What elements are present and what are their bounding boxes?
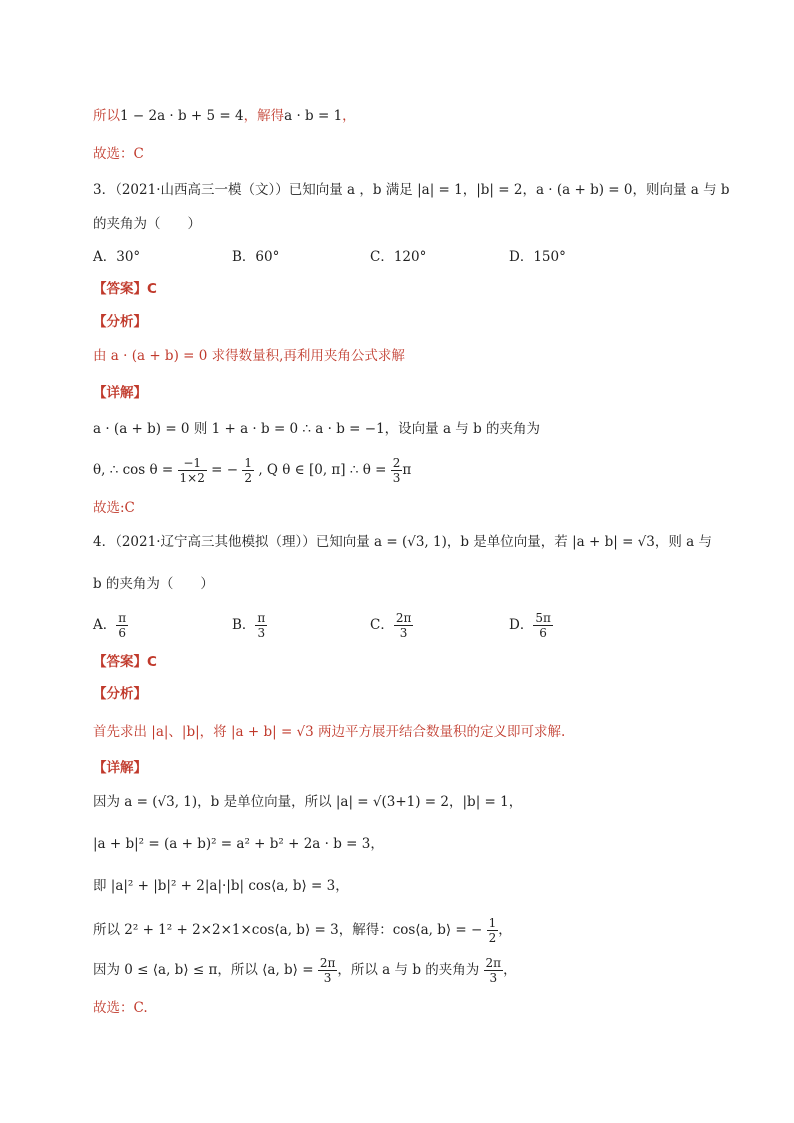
q3-detail-tag: 【详解】 (93, 385, 147, 401)
numerator: 5π (535, 611, 551, 625)
answer-tag: 【答案】 (93, 281, 147, 297)
q3-analysis-text: 由 a · (a + b) = 0 求得数量积,再利用夹角公式求解 (93, 348, 405, 364)
denominator: 1×2 (179, 471, 205, 485)
numerator: 1 (244, 456, 253, 470)
q3-detail-line2 (93, 455, 411, 485)
denominator: 3 (399, 626, 408, 640)
numerator: π (118, 611, 127, 625)
q4-detail-line4 (93, 915, 512, 945)
fraction (318, 956, 338, 985)
fraction (484, 956, 504, 985)
denominator: 6 (539, 626, 547, 640)
numerator: π (257, 611, 266, 625)
text: 因为 0 ≤ ⟨a, b⟩ ≤ π，所以 ⟨a, b⟩ = (93, 962, 314, 978)
option-label: D． (509, 617, 534, 633)
q4-answer (93, 652, 157, 672)
numerator: 2π (395, 611, 412, 625)
fraction (394, 611, 414, 640)
q3-analysis-tag: 【分析】 (93, 314, 147, 330)
fraction (255, 611, 267, 640)
denominator: 6 (118, 626, 127, 640)
denominator: 2 (488, 931, 497, 945)
denominator: 3 (323, 971, 332, 985)
answer-tag: 【答案】 (93, 654, 147, 670)
q4-detail-line1: 因为 a = (√3, 1)，b 是单位向量，所以 |a| = √(3+1) = 2，|b| = 1， (93, 794, 523, 810)
q4-conclusion: 故选：C. (93, 1000, 148, 1016)
q4-detail-tag: 【详解】 (93, 760, 147, 776)
text: , Q θ ∈ [0, π] ∴ θ = (258, 462, 387, 478)
q4-detail-line3: 即 |a|² + |b|² + 2|a|·|b| cos⟨a, b⟩ = 3， (93, 878, 349, 894)
option-label: C． (370, 617, 394, 633)
numerator: 2 (392, 456, 401, 470)
numerator: 1 (488, 916, 497, 930)
fraction (487, 916, 499, 945)
q4-analysis-tag: 【分析】 (93, 686, 147, 702)
fraction (533, 611, 553, 640)
denominator: 2 (244, 471, 253, 485)
q3-option-b: B．60° (232, 249, 280, 265)
q4-option-a (93, 610, 128, 640)
answer-value: C (147, 281, 157, 297)
equation: 1 − 2a · b + 5 = 4 (120, 108, 244, 124)
q4-option-c (370, 610, 413, 640)
q4-option-b (232, 610, 267, 640)
text: = − (211, 462, 239, 478)
continuation-line (93, 106, 356, 126)
q4-option-d (509, 610, 553, 640)
q4-detail-line5 (93, 955, 517, 985)
denominator: 3 (489, 971, 498, 985)
equation: a · b = 1 (284, 108, 343, 124)
question-3-stem-cont: 的夹角为（ ） (93, 216, 201, 232)
text: θ, ∴ cos θ = (93, 462, 174, 478)
text: ， (342, 108, 356, 124)
numerator: 2π (319, 956, 336, 970)
denominator: 3 (257, 626, 266, 640)
text: ， (503, 962, 517, 978)
q4-analysis-text: 首先求出 |a|、|b|，将 |a + b| = √3 两边平方展开结合数量积的定义即可求解. (93, 724, 566, 740)
q3-option-d: D．150° (509, 249, 566, 265)
option-label: B． (232, 617, 256, 633)
answer-value: C (147, 654, 157, 670)
q3-detail-line1: a · (a + b) = 0 则 1 + a · b = 0 ∴ a · b = −1，设向量 a 与 b 的夹角为 (93, 421, 541, 437)
text: 所以 2² + 1² + 2×2×1×cos⟨a, b⟩ = 3，解得：cos⟨a, b⟩ = − (93, 922, 483, 938)
fraction (391, 456, 403, 485)
text: ，所以 a 与 b 的夹角为 (337, 962, 480, 978)
question-3-stem: 3．（2021·山西高三一模（文））已知向量 a ，b 满足 |a| = 1，|b| = 2，a · (a + b) = 0，则向量 a 与 b (93, 182, 730, 198)
fraction (242, 456, 254, 485)
question-4-stem-cont: b 的夹角为（ ） (93, 576, 214, 592)
q3-option-c: C．120° (370, 249, 427, 265)
question-4-stem: 4．（2021·辽宁高三其他模拟（理））已知向量 a = (√3, 1)，b 是单位向量，若 |a + b| = √3，则 a 与 (93, 534, 712, 550)
q3-answer (93, 279, 157, 299)
text: ， (498, 922, 512, 938)
numerator: 2π (485, 956, 502, 970)
fraction (178, 456, 207, 485)
q3-option-a: A．30° (93, 249, 141, 265)
text: ，解得 (243, 108, 285, 124)
answer-choice-line: 故选：C (93, 146, 144, 162)
option-label: A． (93, 617, 117, 633)
q3-conclusion: 故选:C (93, 500, 135, 516)
text: π (402, 462, 412, 478)
q4-detail-line2: |a + b|² = (a + b)² = a² + b² + 2a · b = 3， (93, 836, 384, 852)
fraction (116, 611, 128, 640)
numerator: −1 (178, 456, 207, 471)
text: 所以 (93, 108, 120, 124)
denominator: 3 (392, 471, 401, 485)
